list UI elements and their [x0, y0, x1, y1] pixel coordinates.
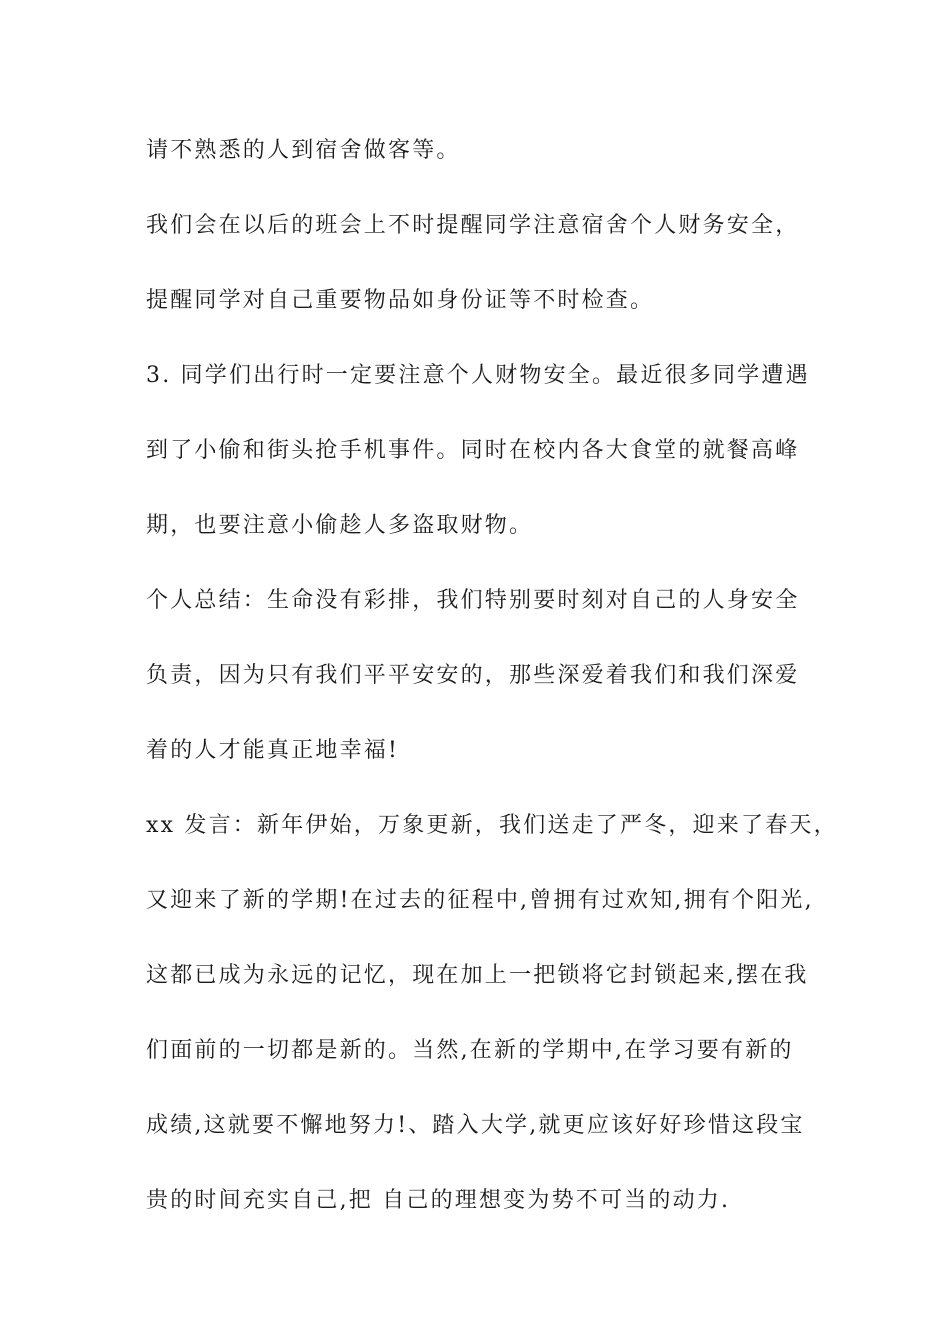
paragraph-line: 请不熟悉的人到宿舍做客等。	[146, 138, 461, 163]
paragraph-line: 个人总结：生命没有彩排，我们特别要时刻对自己的人身安全	[146, 588, 800, 613]
paragraph-line: 提醒同学对自己重要物品如身份证等不时检查。	[146, 288, 655, 313]
paragraph-line: 这都已成为永远的记忆，现在加上一把锁将它封锁起来,摆在我	[146, 963, 809, 988]
paragraph-line: 我们会在以后的班会上不时提醒同学注意宿舍个人财务安全，	[146, 213, 800, 238]
paragraph-line: 3. 同学们出行时一定要注意个人财物安全。最近很多同学遭遇	[146, 363, 810, 388]
paragraph-line: 们面前的一切都是新的。当然,在新的学期中,在学习要有新的	[146, 1038, 794, 1063]
paragraph-line: 负责，因为只有我们平平安安的，那些深爱着我们和我们深爱	[146, 663, 800, 688]
paragraph-line: xx 发言：新年伊始，万象更新，我们送走了严冬，迎来了春天，	[146, 813, 838, 838]
paragraph-line: 又迎来了新的学期!在过去的征程中,曾拥有过欢知,拥有个阳光,	[146, 888, 814, 913]
paragraph-line: 成绩,这就要不懈地努力!、踏入大学,就更应该好好珍惜这段宝	[146, 1113, 805, 1138]
paragraph-line: 期，也要注意小偷趁人多盗取财物。	[146, 513, 534, 538]
paragraph-line: 着的人才能真正地幸福!	[146, 738, 400, 763]
paragraph-line: 到了小偷和街头抢手机事件。同时在校内各大食堂的就餐高峰	[146, 438, 800, 463]
paragraph-line: 贵的时间充实自己,把 自己的理想变为势不可当的动力.	[146, 1188, 731, 1213]
